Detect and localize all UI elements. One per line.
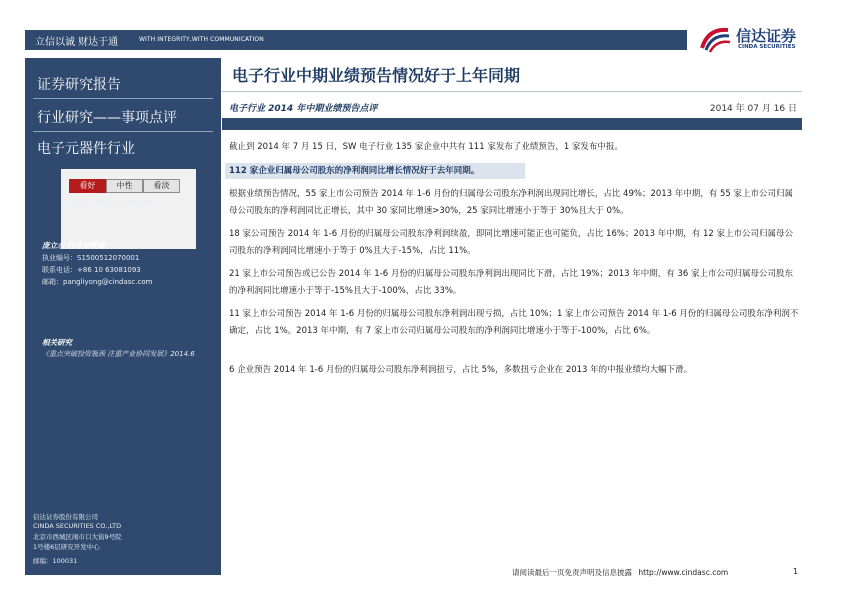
sidebar-report-type: 证券研究报告 [37, 77, 121, 93]
related-research-item: 《重点突破投资瓶颈 注重产业协同发展》2014.6 [42, 350, 195, 358]
analyst-name: 庞立永 行业分析师 [42, 241, 105, 250]
sidebar-divider [33, 98, 213, 99]
disclaimer-text: 请阅读最后一页免责声明及信息披露 [512, 568, 632, 577]
rating-option-negative: 看淡 [143, 179, 180, 193]
rating-option-neutral: 中性 [106, 179, 143, 193]
paragraph-continued-profit: 18 家公司预告 2014 年 1-6 月份的归属母公司股东净利润续盈，即同比增速可能正也可能负，占比 16%；2013 年中期，有 12 家上市公司归属母公司股东的净利润同比增速小于等于 0%且大于-15%，占比 11%。 [229, 229, 793, 256]
company-logo [698, 24, 818, 54]
last-rating: 上次评级：看好，2014.6.25 [61, 199, 153, 207]
sidebar [25, 58, 221, 575]
rating-option-positive: 看好 [69, 179, 106, 193]
company-address-1: 北京市西城区闹市口大街9号院 [33, 533, 122, 541]
paragraph-highlight: 112 家企业归属母公司股东的净利润同比增长情况好于去年同期。 [229, 166, 480, 176]
logo-chinese-name: 信达证券 [736, 27, 797, 45]
header-band [222, 118, 802, 130]
company-postcode: 邮编：100031 [33, 557, 78, 565]
title-divider [222, 91, 802, 92]
rating-options [69, 179, 180, 193]
sidebar-industry: 电子元器件行业 [37, 141, 135, 157]
cinda-logo-icon [698, 24, 732, 54]
company-name-en: CINDA SECURITIES CO.,LTD [33, 522, 122, 530]
page-number: 1 [793, 567, 799, 576]
analyst-phone: 联系电话：+86 10 63081093 [42, 266, 141, 274]
report-subtitle: 电子行业 2014 年中期业绩预告点评 [229, 104, 378, 114]
slogan-english: WITH INTEGRITY,WITH COMMUNICATION [139, 36, 264, 43]
paragraph-loss: 11 家上市公司预告 2014 年 1-6 月份的归属母公司股东净利润出现亏损，占比 10%；1 家上市公司预告 2014 年 1-6 月份的归属母公司股东净利润不确定，占比 1%。2013 年中期，有 7 家上市公司归属母公司股东的净利润同比增速小于等于-100%，占比 6%。 [229, 309, 799, 336]
footer-disclaimer [512, 567, 728, 578]
paragraph-growth: 根据业绩预告情况，55 家上市公司预告 2014 年 1-6 月份的归属母公司股东净利润出现同比增长，占比 49%；2013 年中期，有 55 家上市公司归属母公司股东的净利润同比正增长，其中 30 家同比增速>30%，25 家同比增速小于等于 30%且大于 0%。 [229, 189, 793, 216]
logo-english-name: CINDA SECURITIES [738, 44, 796, 50]
report-date: 2014 年 07 月 16 日 [709, 104, 797, 114]
paragraph-intro: 截止到 2014 年 7 月 15 日，SW 电子行业 135 家企业中共有 111 家发布了业绩预告，1 家发布中报。 [229, 142, 623, 152]
page-title: 电子行业中期业绩预告情况好于上年同期 [232, 66, 521, 85]
sidebar-divider [33, 131, 213, 132]
website-link[interactable]: http://www.cindasc.com [638, 568, 729, 577]
slogan: 立信以诚 财达于通 [35, 37, 119, 48]
sidebar-research-type: 行业研究——事项点评 [37, 110, 177, 126]
paragraph-turnaround: 6 企业预告 2014 年 1-6 月份的归属母公司股东净利润扭亏，占比 5%，多数扭亏企业在 2013 年的中报业绩均大幅下滑。 [229, 365, 693, 375]
company-name-cn: 信达证券股份有限公司 [33, 513, 98, 521]
company-address-2: 1号楼6层研究开发中心 [33, 543, 100, 551]
analyst-license: 执业编号：S1500512070001 [42, 254, 140, 262]
rating-panel [61, 169, 196, 249]
related-research-heading: 相关研究 [42, 338, 72, 347]
top-banner [25, 30, 687, 50]
analyst-email: 邮箱：pangliyong@cindasc.com [42, 278, 153, 286]
paragraph-decline: 21 家上市公司预告或已公告 2014 年 1-6 月份的归属母公司股东净利润出现同比下滑，占比 19%；2013 年中期，有 36 家上市公司归属母公司股东的净利润同比增速小于等于-15%且大于-100%，占比 33%。 [229, 269, 793, 296]
